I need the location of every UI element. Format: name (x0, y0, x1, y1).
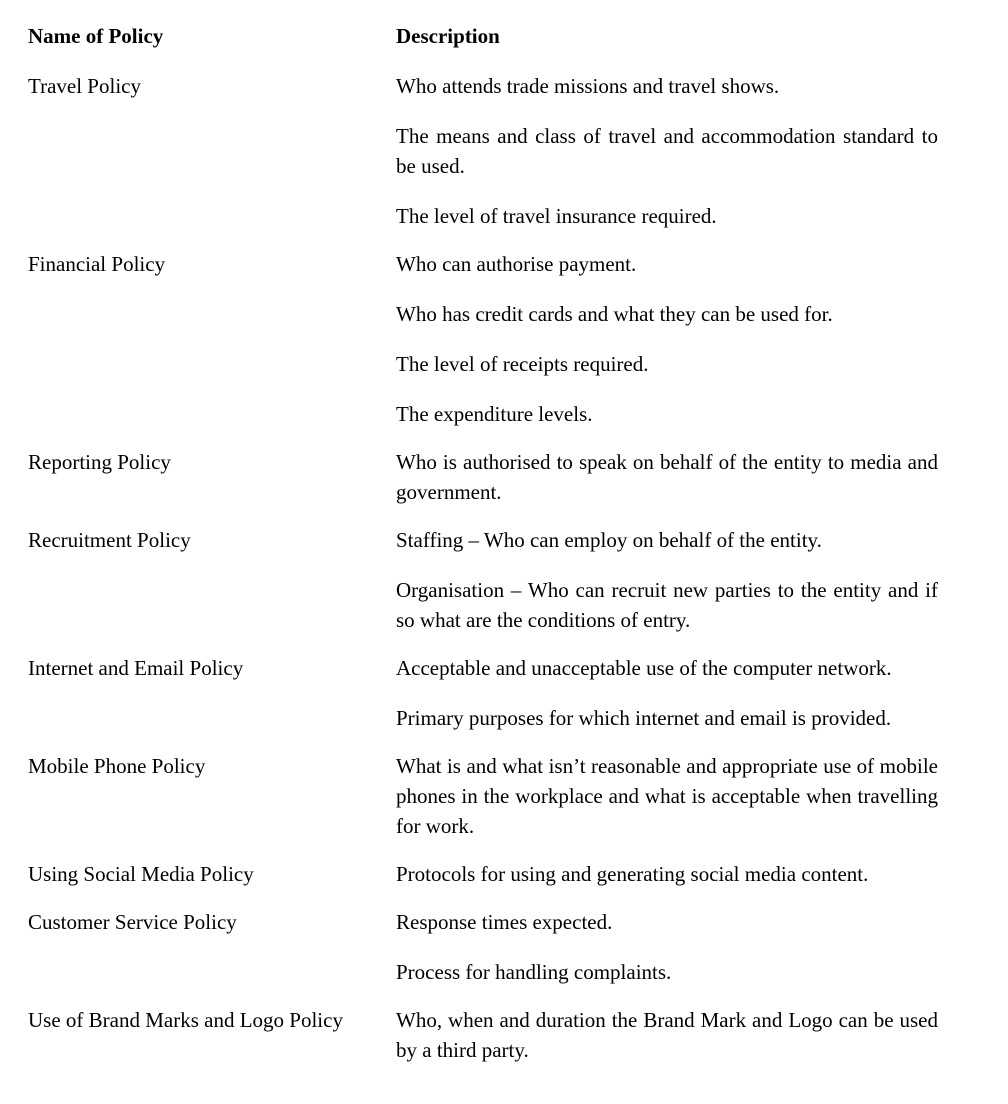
policy-description-cell (396, 249, 938, 429)
policy-description-cell (396, 447, 938, 507)
policy-description: The expenditure levels. (396, 402, 593, 426)
policy-description: Staffing – Who can employ on behalf of the entity. (396, 528, 822, 552)
table-row (28, 249, 938, 429)
policy-table (28, 21, 938, 1065)
policy-description-cell (396, 653, 938, 733)
policy-description: Acceptable and unacceptable use of the computer network. (396, 656, 892, 680)
policy-name: Recruitment Policy (28, 528, 191, 552)
table-header-row (28, 21, 938, 51)
policy-description: Organisation – Who can recruit new parties to the entity and if so what are the conditions of entry. (396, 578, 938, 632)
policy-description: Response times expected. (396, 910, 613, 934)
policy-name: Using Social Media Policy (28, 862, 254, 886)
policy-name: Use of Brand Marks and Logo Policy (28, 1008, 343, 1032)
policy-description: Who has credit cards and what they can be used for. (396, 302, 833, 326)
policy-name: Mobile Phone Policy (28, 754, 206, 778)
table-row (28, 751, 938, 841)
policy-description: Who can authorise payment. (396, 252, 637, 276)
table-row (28, 1005, 938, 1065)
policy-description: Who is authorised to speak on behalf of the entity to media and government. (396, 450, 938, 504)
table-row (28, 859, 938, 889)
policy-description: Process for handling complaints. (396, 960, 672, 984)
policy-description: Who attends trade missions and travel shows. (396, 74, 780, 98)
header-description: Description (396, 24, 500, 48)
policy-name: Travel Policy (28, 74, 141, 98)
policy-name: Customer Service Policy (28, 910, 237, 934)
policy-description-cell (396, 71, 938, 231)
policy-description: Protocols for using and generating social media content. (396, 862, 869, 886)
policy-name: Internet and Email Policy (28, 656, 244, 680)
policy-description-cell (396, 1005, 938, 1065)
policy-name: Reporting Policy (28, 450, 171, 474)
table-row (28, 525, 938, 635)
policy-description: What is and what isn’t reasonable and appropriate use of mobile phones in the workplace and what is acceptable when travelling for work. (396, 754, 938, 838)
policy-description: Primary purposes for which internet and email is provided. (396, 706, 892, 730)
policy-name: Financial Policy (28, 252, 166, 276)
table-body (28, 71, 938, 1065)
table-row (28, 907, 938, 987)
policy-description: The level of receipts required. (396, 352, 649, 376)
table-row (28, 71, 938, 231)
policy-description-cell (396, 751, 938, 841)
policy-description-cell (396, 525, 938, 635)
table-row (28, 447, 938, 507)
policy-description-cell (396, 859, 938, 889)
policy-description: The level of travel insurance required. (396, 204, 717, 228)
table-row (28, 653, 938, 733)
policy-description: The means and class of travel and accommodation standard to be used. (396, 124, 938, 178)
policy-description: Who, when and duration the Brand Mark and Logo can be used by a third party. (396, 1008, 938, 1062)
policy-description-cell (396, 907, 938, 987)
header-name-of-policy: Name of Policy (28, 24, 164, 48)
